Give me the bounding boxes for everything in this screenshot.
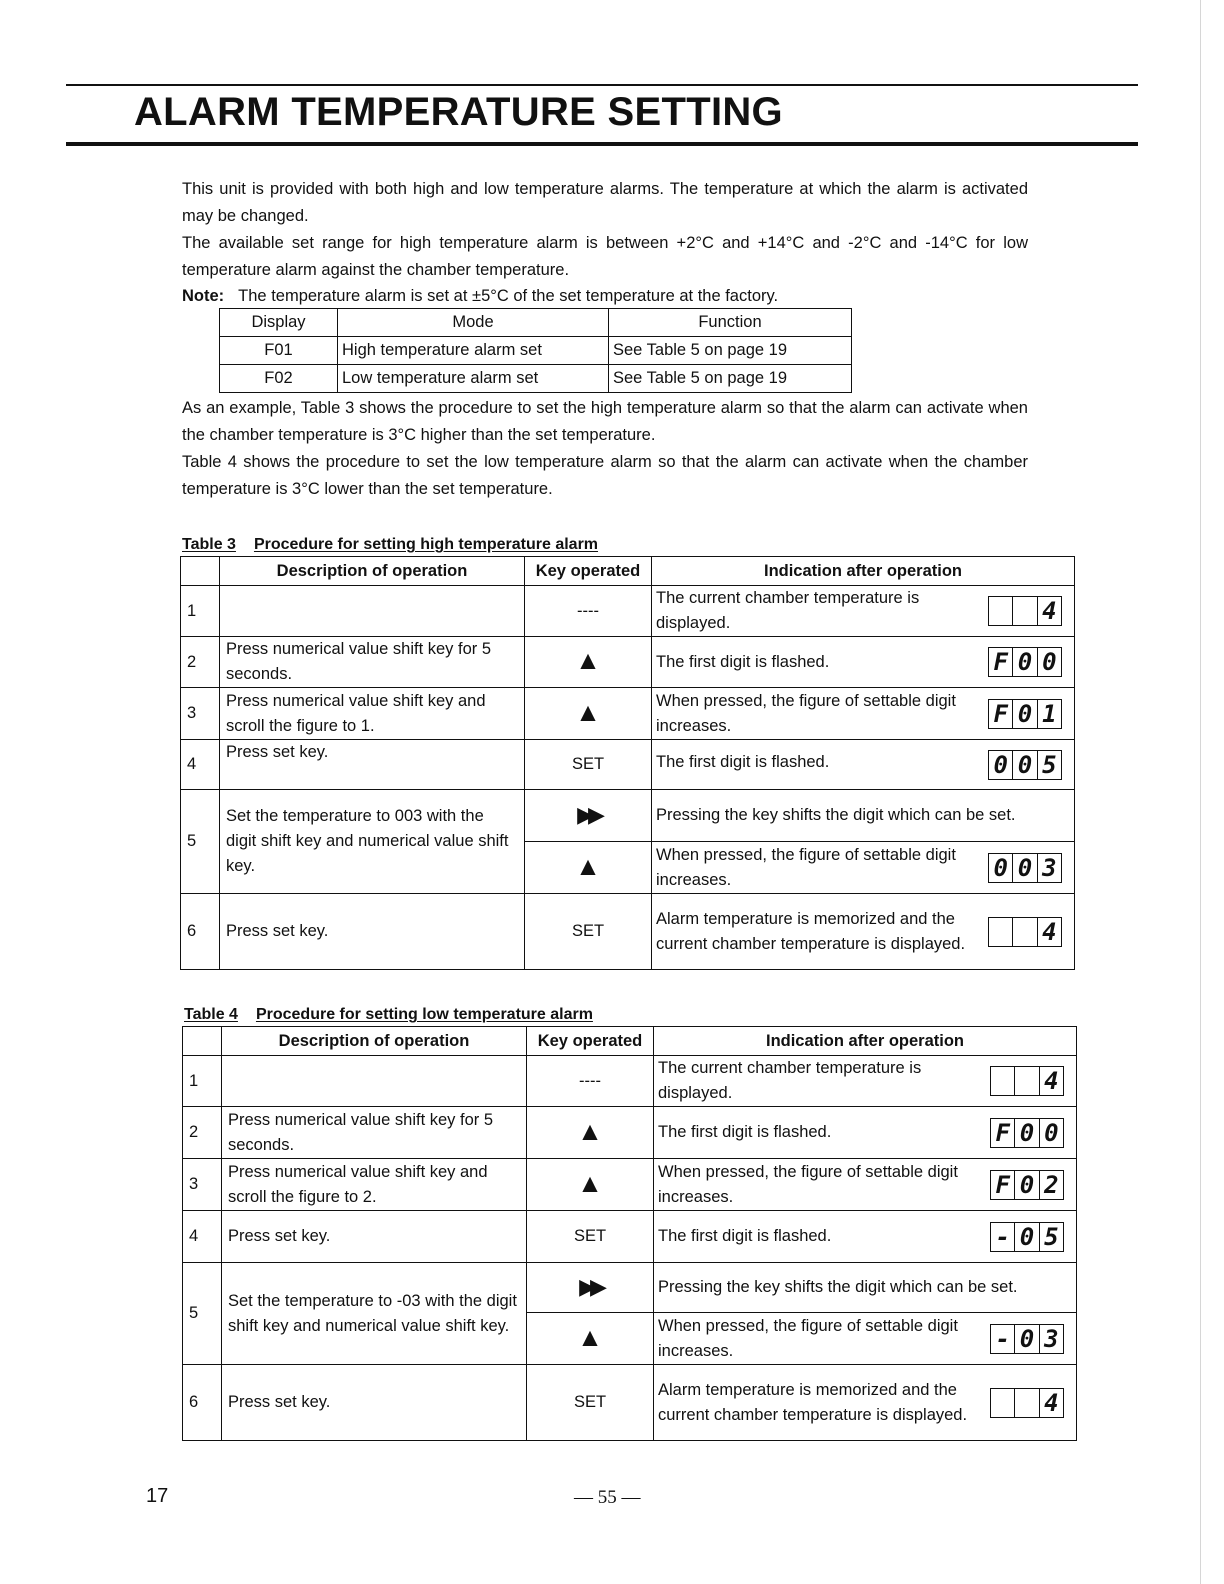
table-row — [183, 1056, 1077, 1107]
display-digit: 3 — [1042, 853, 1057, 882]
header-description: Description of operation — [220, 557, 525, 586]
up-arrow-key-icon: ▲ — [575, 696, 601, 727]
page-title: ALARM TEMPERATURE SETTING — [134, 90, 783, 134]
mode-header-function: Function — [609, 309, 852, 337]
display-digit: F — [991, 1119, 1015, 1147]
seven-segment-display — [990, 1066, 1064, 1096]
example-text — [182, 395, 1028, 503]
intro-paragraph-1: This unit is provided with both high and low temperature alarms. The temperature at which the alarm is activated may be changed. — [182, 180, 1028, 225]
table4-title: Procedure for setting low temperature alarm — [255, 1006, 593, 1023]
table-row — [181, 688, 1075, 740]
seven-segment-display — [990, 1118, 1064, 1148]
table-row — [183, 1159, 1077, 1211]
seven-segment-display — [988, 647, 1062, 677]
mode-cell-display: F02 — [220, 365, 338, 393]
display-digit: 0 — [1015, 1171, 1039, 1199]
display-digit: F — [989, 648, 1013, 676]
step-description — [222, 1056, 527, 1107]
display-digit: 4 — [1042, 917, 1057, 946]
set-key: SET — [527, 1211, 654, 1263]
step-number: 6 — [183, 1365, 222, 1441]
display-digit: 0 — [989, 751, 1013, 779]
indication-text: When pressed, the figure of settable digit increases. — [658, 1162, 958, 1206]
step-description: Press numerical value shift key for 5 seconds. — [220, 637, 525, 688]
intro-text — [182, 176, 1028, 284]
display-digit: 4 — [1044, 1388, 1059, 1417]
page-number-section: 17 — [146, 1485, 169, 1507]
display-digit: F — [991, 1171, 1015, 1199]
mode-cell-function: See Table 5 on page 19 — [609, 365, 852, 393]
indication-text: Alarm temperature is memorized and the current chamber temperature is displayed. — [656, 909, 966, 953]
step-number: 2 — [183, 1107, 222, 1159]
header-indication: Indication after operation — [652, 557, 1075, 586]
step-number: 4 — [181, 740, 220, 790]
step-description: Press numerical value shift key for 5 seconds. — [222, 1107, 527, 1159]
title-rule-bottom — [66, 142, 1138, 146]
display-digit — [1013, 918, 1037, 946]
indication-text: The first digit is flashed. — [658, 1227, 832, 1245]
set-key: SET — [525, 894, 652, 970]
display-digit: 0 — [1015, 1119, 1039, 1147]
up-arrow-key-icon: ▲ — [575, 850, 601, 881]
display-digit: 5 — [1044, 1222, 1059, 1251]
step-description: Set the temperature to -03 with the digit shift key and numerical value shift key. — [222, 1263, 527, 1365]
step-description: Press set key. — [220, 740, 525, 790]
display-digit: 0 — [1042, 648, 1057, 676]
mode-cell-display: F01 — [220, 337, 338, 365]
seven-segment-display — [990, 1388, 1064, 1418]
key-none: ---- — [525, 586, 652, 637]
indication-text: Pressing the key shifts the digit which can be set. — [652, 790, 1075, 842]
step-number: 3 — [181, 688, 220, 740]
digit-shift-key-icon: ▶▶ — [579, 1273, 601, 1299]
display-digit: 2 — [1044, 1170, 1059, 1199]
indication-text: The current chamber temperature is displayed. — [656, 589, 920, 632]
page-number: — 55 — — [574, 1487, 641, 1508]
display-digit: 1 — [1042, 699, 1057, 728]
mode-header-mode: Mode — [338, 309, 609, 337]
seven-segment-display — [990, 1222, 1064, 1252]
scan-edge — [1200, 0, 1201, 1584]
seven-segment-display — [988, 917, 1062, 947]
indication-text: The first digit is flashed. — [656, 652, 830, 671]
table4 — [182, 1026, 1077, 1441]
factory-note — [182, 283, 778, 310]
seven-segment-display — [990, 1324, 1064, 1354]
table3-title: Procedure for setting high temperature alarm — [253, 536, 599, 553]
seven-segment-display — [988, 596, 1062, 626]
display-digit: - — [991, 1223, 1015, 1251]
display-digit — [1013, 597, 1037, 625]
display-digit — [989, 918, 1013, 946]
display-digit: 0 — [1044, 1118, 1059, 1147]
example-paragraph-1: As an example, Table 3 shows the procedure to set the high temperature alarm so that the alarm can activate when the chamber temperature is 3°C higher than the set temperature. — [182, 399, 1028, 444]
step-number: 5 — [183, 1263, 222, 1365]
table-row — [220, 337, 852, 365]
indication-text: Pressing the key shifts the digit which can be set. — [654, 1263, 1077, 1313]
table-row — [181, 790, 1075, 842]
mode-cell-function: See Table 5 on page 19 — [609, 337, 852, 365]
up-arrow-key-icon: ▲ — [577, 1115, 603, 1146]
mode-table-header — [220, 309, 852, 337]
indication-text: When pressed, the figure of settable digit increases. — [656, 691, 956, 735]
intro-paragraph-2: The available set range for high temperature alarm is between +2°C and +14°C and -2°C and -14°C for low temperature alarm against the chamber temperature. — [182, 234, 1028, 279]
display-digit — [991, 1389, 1015, 1417]
step-number: 4 — [183, 1211, 222, 1263]
display-digit: 0 — [1015, 1223, 1039, 1251]
indication-text: The first digit is flashed. — [658, 1123, 832, 1141]
display-digit: F — [989, 700, 1013, 728]
up-arrow-key-icon: ▲ — [577, 1167, 603, 1198]
table4-caption — [184, 1006, 611, 1024]
table3-header — [181, 557, 1075, 586]
step-description: Press numerical value shift key and scroll the figure to 2. — [222, 1159, 527, 1211]
display-digit: 4 — [1042, 597, 1057, 625]
display-digit: 5 — [1042, 750, 1057, 779]
example-paragraph-2: Table 4 shows the procedure to set the low temperature alarm so that the alarm can activate when the chamber temperature is 3°C lower than the set temperature. — [182, 453, 1028, 498]
seven-segment-display — [988, 750, 1062, 780]
note-text: The temperature alarm is set at ±5°C of the set temperature at the factory. — [238, 287, 779, 305]
display-digit — [989, 597, 1013, 625]
display-digit — [1015, 1389, 1039, 1417]
indication-text: When pressed, the figure of settable digit increases. — [658, 1316, 958, 1360]
table-row — [183, 1107, 1077, 1159]
step-description: Press numerical value shift key and scroll the figure to 1. — [220, 688, 525, 740]
set-key: SET — [525, 740, 652, 790]
table4-label: Table 4 — [184, 1006, 238, 1023]
table3-caption — [182, 536, 616, 554]
header-description: Description of operation — [222, 1027, 527, 1056]
table-row — [181, 740, 1075, 790]
step-description — [220, 586, 525, 637]
display-digit: 0 — [989, 854, 1013, 882]
set-key: SET — [527, 1365, 654, 1441]
table-row — [181, 637, 1075, 688]
seven-segment-display — [988, 699, 1062, 729]
step-description: Press set key. — [222, 1365, 527, 1441]
step-number: 1 — [181, 586, 220, 637]
display-digit: 0 — [1013, 700, 1037, 728]
indication-text: Alarm temperature is memorized and the current chamber temperature is displayed. — [658, 1380, 968, 1424]
note-label: Note: — [182, 287, 225, 305]
step-number: 1 — [183, 1056, 222, 1107]
mode-cell-mode: High temperature alarm set — [338, 337, 609, 365]
seven-segment-display — [990, 1170, 1064, 1200]
table-row — [183, 1263, 1077, 1313]
table-row — [183, 1365, 1077, 1441]
step-number: 5 — [181, 790, 220, 894]
indication-text: The current chamber temperature is displayed. — [658, 1059, 922, 1102]
step-description: Press set key. — [220, 894, 525, 970]
display-digit: - — [991, 1325, 1015, 1353]
display-digit: 0 — [1015, 1325, 1039, 1353]
display-digit: 3 — [1044, 1324, 1059, 1353]
table-row — [181, 894, 1075, 970]
step-description: Set the temperature to 003 with the digit shift key and numerical value shift key. — [220, 790, 525, 894]
display-digit — [1015, 1067, 1039, 1095]
digit-shift-key-icon: ▶▶ — [577, 801, 599, 827]
header-key: Key operated — [527, 1027, 654, 1056]
mode-cell-mode: Low temperature alarm set — [338, 365, 609, 393]
table-row — [181, 586, 1075, 637]
mode-table — [219, 308, 852, 393]
header-indication: Indication after operation — [654, 1027, 1077, 1056]
display-digit: 0 — [1013, 648, 1037, 676]
step-number: 3 — [183, 1159, 222, 1211]
table3-label: Table 3 — [182, 536, 236, 553]
display-digit: 0 — [1013, 854, 1037, 882]
table3 — [180, 556, 1075, 970]
display-digit: 4 — [1044, 1067, 1059, 1095]
display-digit — [991, 1067, 1015, 1095]
key-none: ---- — [527, 1056, 654, 1107]
title-rule-top — [66, 84, 1138, 86]
step-number: 2 — [181, 637, 220, 688]
table-row — [220, 365, 852, 393]
mode-header-display: Display — [220, 309, 338, 337]
step-number: 6 — [181, 894, 220, 970]
up-arrow-key-icon: ▲ — [575, 645, 601, 675]
header-key: Key operated — [525, 557, 652, 586]
indication-text: When pressed, the figure of settable digit increases. — [656, 845, 956, 889]
seven-segment-display — [988, 853, 1062, 883]
table-row — [183, 1211, 1077, 1263]
table4-header — [183, 1027, 1077, 1056]
up-arrow-key-icon: ▲ — [577, 1321, 603, 1352]
indication-text: The first digit is flashed. — [656, 752, 830, 771]
display-digit: 0 — [1013, 751, 1037, 779]
step-description: Press set key. — [222, 1211, 527, 1263]
